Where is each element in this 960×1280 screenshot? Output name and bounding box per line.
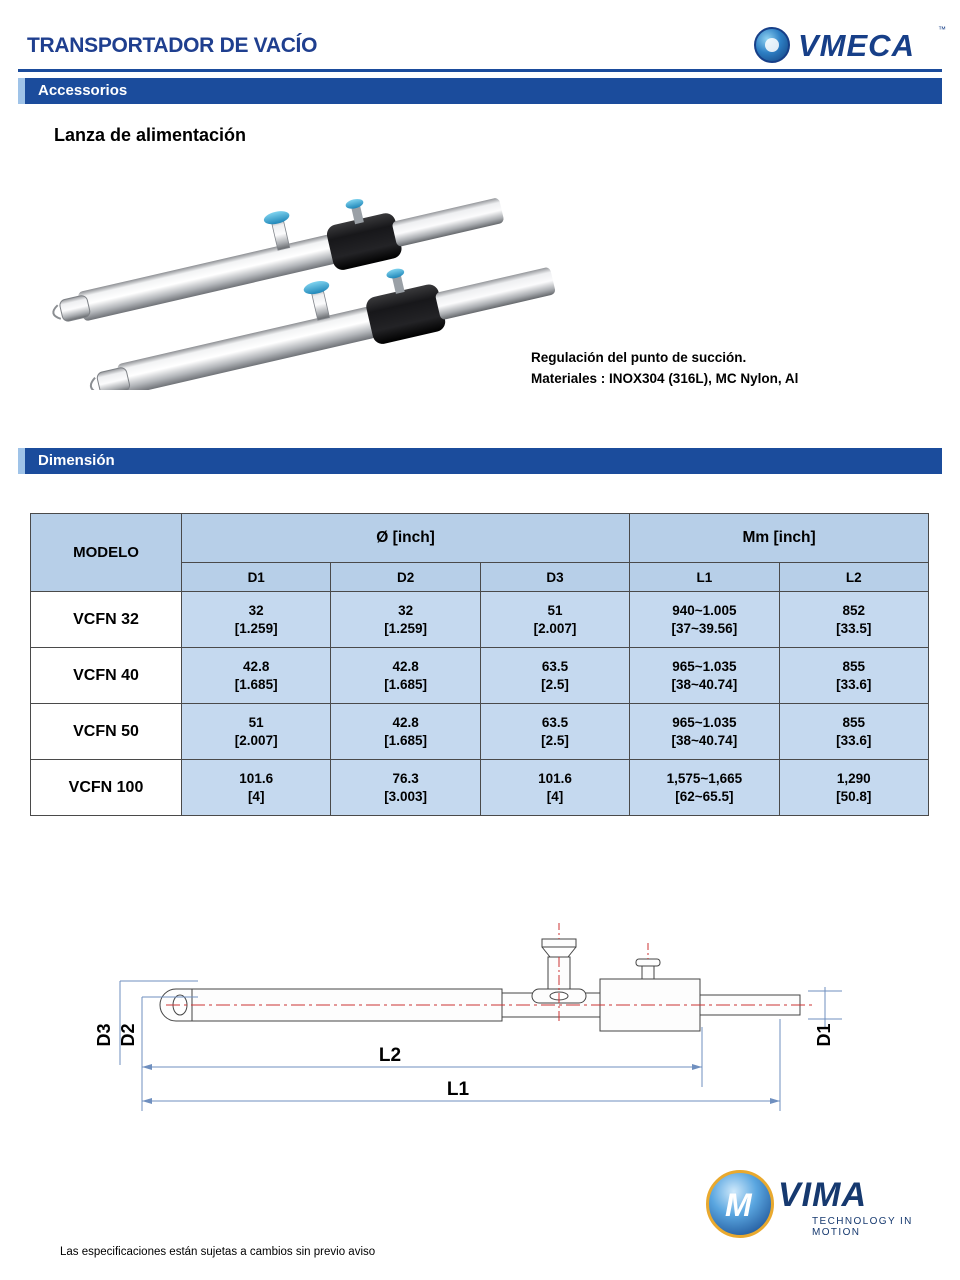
value-inch: [50.8] [836, 788, 872, 804]
value-inch: [1.259] [384, 620, 427, 636]
table-cell-l2 [779, 760, 928, 816]
table-cell-l2 [779, 704, 928, 760]
trademark-symbol: ™ [938, 25, 946, 34]
table-cell-d1 [182, 704, 331, 760]
product-name-line2: alimentación [136, 125, 247, 145]
table-header-row-groups [31, 514, 929, 563]
value-mm: 42.8 [243, 658, 270, 674]
value-inch: [2.007] [533, 620, 577, 636]
section-header-dimension-label: Dimensión [38, 452, 115, 469]
table-row [31, 592, 929, 648]
technical-drawing-svg [80, 915, 870, 1145]
value-inch: [2.5] [541, 732, 569, 748]
table-cell-d2 [331, 704, 480, 760]
table-cell-d2 [331, 648, 480, 704]
table-cell-l1 [630, 648, 779, 704]
table-cell-l2 [779, 592, 928, 648]
page-title: TRANSPORTADOR DE VACÍO [27, 34, 318, 57]
table-cell-d3 [480, 648, 629, 704]
header-divider [18, 69, 942, 72]
vmeca-logo-text: VMECA [798, 28, 915, 63]
product-notes [531, 347, 798, 389]
table-cell-l1 [630, 760, 779, 816]
drawing-label-l2: L2 [378, 1045, 402, 1066]
drawing-label-d1: D1 [814, 1023, 834, 1047]
value-mm: 940~1.005 [672, 602, 737, 618]
value-mm: 63.5 [541, 658, 569, 674]
table-cell-l1 [630, 592, 779, 648]
dimension-table [30, 513, 929, 816]
table-body [31, 592, 929, 816]
vima-logo-icon [706, 1170, 774, 1238]
value-inch: [1.685] [384, 732, 427, 748]
table-cell-d3 [480, 704, 629, 760]
product-name-line1: Lanza de [53, 125, 131, 145]
technical-drawing [80, 915, 870, 1145]
section-header-accessories [18, 78, 942, 104]
value-inch: [4] [546, 788, 564, 804]
value-mm: 63.5 [541, 714, 569, 730]
value-mm: 76.3 [392, 770, 419, 786]
table-header-group-diameter: Ø [inch] [182, 514, 630, 563]
table-cell-d1 [182, 648, 331, 704]
product-photo [35, 160, 595, 390]
drawing-label-l1: L1 [446, 1079, 470, 1100]
section-header-dimension [18, 448, 942, 474]
table-header-d2: D2 [331, 563, 480, 592]
vima-logo-letter: M [725, 1187, 752, 1223]
value-mm: 101.6 [538, 770, 572, 786]
table-cell-d1 [182, 760, 331, 816]
table-header-d1: D1 [182, 563, 331, 592]
section-accent-tick [18, 448, 25, 474]
value-mm: 51 [547, 602, 563, 618]
value-mm: 855 [842, 658, 866, 674]
value-inch: [1.685] [234, 676, 278, 692]
value-inch: [38~40.74] [671, 732, 738, 748]
table-row [31, 704, 929, 760]
table-header-d3: D3 [480, 563, 629, 592]
value-mm: 42.8 [392, 658, 419, 674]
table-header-group-mm: Mm [inch] [630, 514, 929, 563]
value-mm: 965~1.035 [672, 714, 737, 730]
vima-logo-text: VIMA [778, 1176, 867, 1214]
value-inch: [33.6] [836, 676, 872, 692]
table-header-model: MODELO [31, 514, 182, 592]
product-photo-illustration [35, 160, 595, 390]
page-header [0, 14, 960, 63]
vima-tagline: TECHNOLOGY IN MOTION [812, 1216, 913, 1238]
value-mm: 1,290 [836, 770, 871, 786]
value-mm: 855 [842, 714, 866, 730]
table-cell-d1 [182, 592, 331, 648]
table-cell-model: VCFN 50 [31, 704, 182, 760]
table-head [31, 514, 929, 592]
value-inch: [1.259] [234, 620, 278, 636]
value-inch: [33.6] [836, 732, 872, 748]
disclaimer-text: Las especificaciones están sujetas a cambios sin previo aviso [60, 1246, 376, 1258]
value-inch: [37~39.56] [671, 620, 738, 636]
value-mm: 1,575~1,665 [666, 770, 743, 786]
table-cell-l1 [630, 704, 779, 760]
table-row [31, 760, 929, 816]
value-mm: 42.8 [392, 714, 419, 730]
table-row [31, 648, 929, 704]
value-inch: [38~40.74] [671, 676, 738, 692]
value-inch: [2.5] [541, 676, 569, 692]
value-inch: [2.007] [234, 732, 278, 748]
table-cell-d3 [480, 592, 629, 648]
value-inch: [33.5] [836, 620, 872, 636]
value-mm: 965~1.035 [672, 658, 737, 674]
vima-logo [706, 1166, 936, 1242]
value-inch: [3.003] [384, 788, 427, 804]
value-mm: 32 [248, 602, 264, 618]
vmeca-logo [746, 24, 946, 66]
value-mm: 32 [398, 602, 414, 618]
table-cell-l2 [779, 648, 928, 704]
value-inch: [62~65.5] [675, 788, 734, 804]
section-header-accessories-label: Accessorios [38, 82, 128, 99]
table-header-l2: L2 [779, 563, 928, 592]
vmeca-logo-icon [754, 27, 790, 63]
value-inch: [4] [247, 788, 265, 804]
table-cell-model: VCFN 100 [31, 760, 182, 816]
table-cell-d2 [331, 760, 480, 816]
drawing-label-d3: D3 [94, 1023, 114, 1047]
value-mm: 101.6 [239, 770, 274, 786]
value-inch: [1.685] [384, 676, 427, 692]
product-name [40, 122, 260, 148]
product-note-regulation: Regulación del punto de succión. [531, 350, 747, 365]
table-cell-d2 [331, 592, 480, 648]
table-cell-d3 [480, 760, 629, 816]
section-accent-tick [18, 78, 25, 104]
value-mm: 51 [248, 714, 264, 730]
table-cell-model: VCFN 40 [31, 648, 182, 704]
value-mm: 852 [842, 602, 866, 618]
product-note-materials: Materiales : INOX304 (316L), MC Nylon, Al [531, 371, 799, 386]
table-cell-model: VCFN 32 [31, 592, 182, 648]
drawing-label-d2: D2 [118, 1023, 138, 1047]
table-header-l1: L1 [630, 563, 779, 592]
